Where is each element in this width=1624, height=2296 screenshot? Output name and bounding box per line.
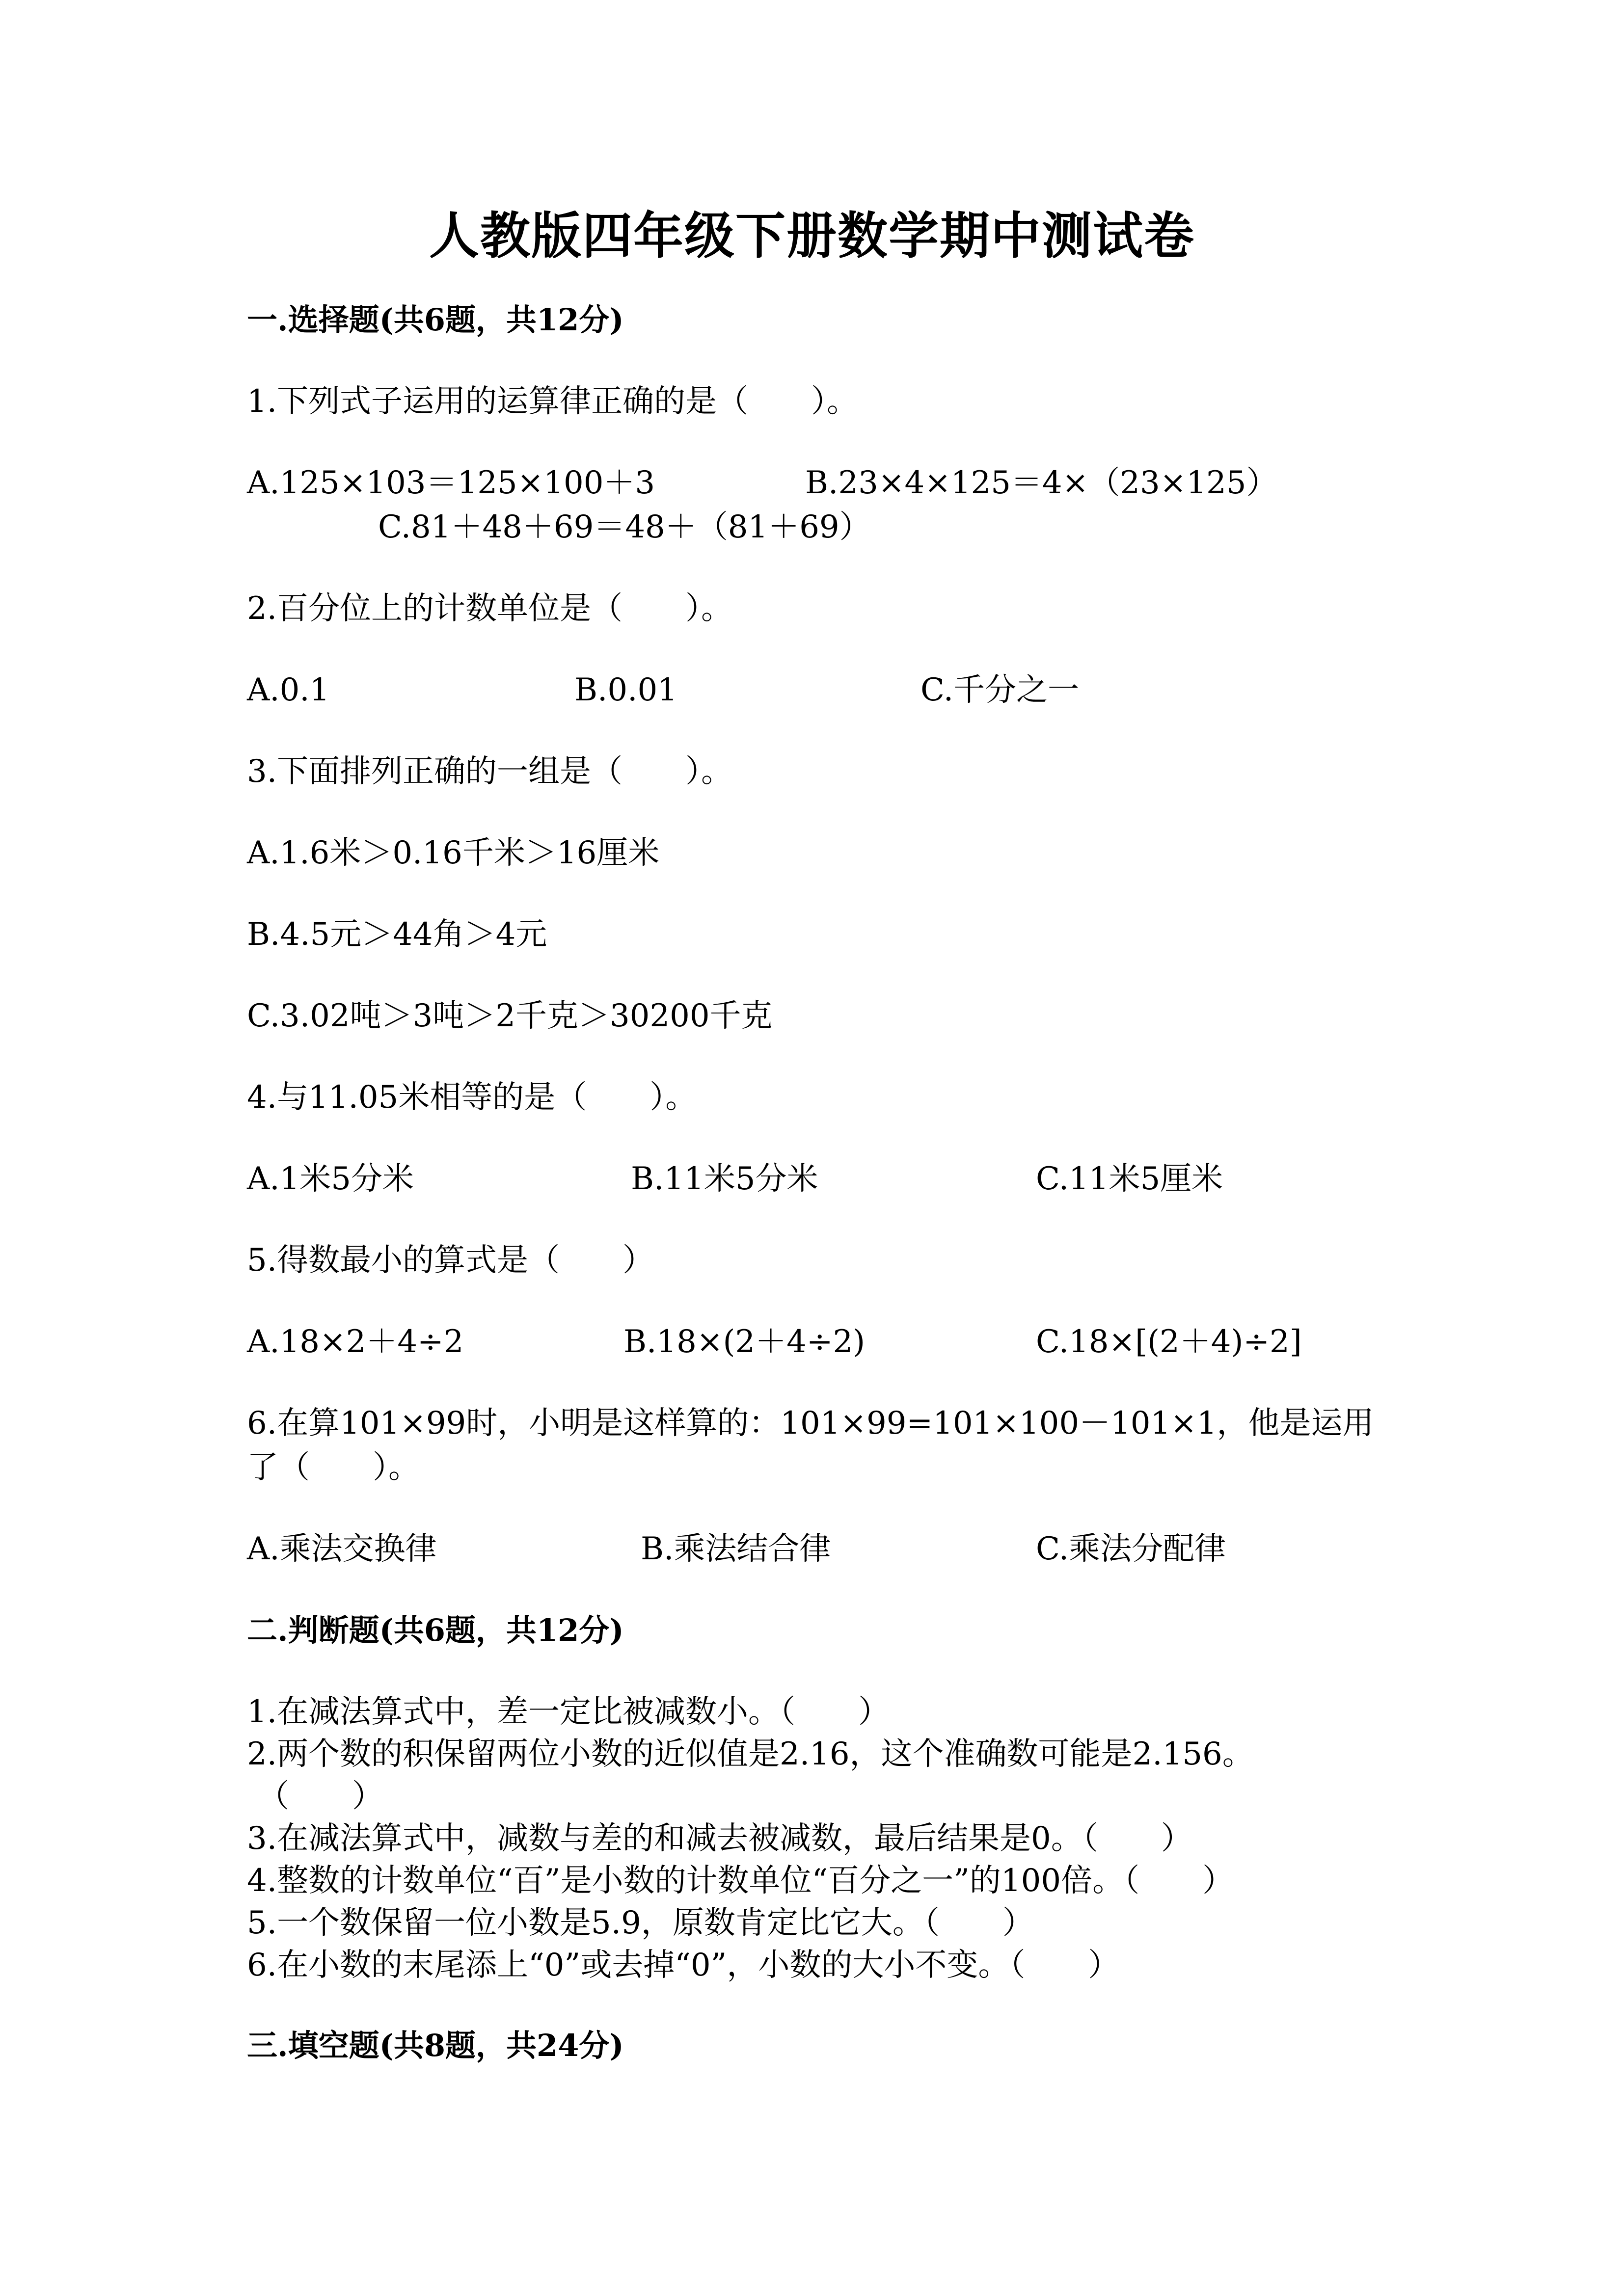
option-a: A.1.6米＞0.16千米＞16厘米 (247, 835, 660, 871)
option-b: B.乘法结合律 (641, 1531, 831, 1567)
judge-item: 3.在减法算式中，减数与差的和减去被减数，最后结果是0。（ ） (247, 1820, 1192, 1857)
section-heading-judge: 二.判断题(共6题，共12分) (247, 1612, 624, 1648)
option-c: C.18×[(2＋4)÷2] (1036, 1324, 1302, 1360)
option-a: A.乘法交换律 (247, 1531, 437, 1567)
option-b: B.18×(2＋4÷2) (623, 1324, 866, 1360)
judge-item: 4.整数的计数单位“百”是小数的计数单位“百分之一”的100倍。（ ） (247, 1863, 1234, 1899)
question-stem: 4.与11.05米相等的是（ ）。 (247, 1079, 697, 1116)
judge-item: 1.在减法算式中，差一定比被减数小。（ ） (247, 1694, 890, 1730)
option-c: C.81＋48＋69＝48＋（81＋69） (378, 509, 871, 545)
question-stem: 6.在算101×99时，小明是这样算的：101×99=101×100－101×1，他是运用 (247, 1405, 1374, 1442)
option-b: B.23×4×125＝4×（23×125） (805, 465, 1278, 501)
question-stem: 1.下列式子运用的运算律正确的是（ ）。 (247, 383, 859, 420)
section-heading-fill: 三.填空题(共8题，共24分) (247, 2028, 624, 2063)
judge-item: 2.两个数的积保留两位小数的近似值是2.16，这个准确数可能是2.156。 (247, 1736, 1254, 1772)
option-a: A.1米5分米 (247, 1161, 414, 1197)
option-c: C.11米5厘米 (1036, 1161, 1223, 1197)
option-b: B.11米5分米 (631, 1161, 818, 1197)
question-stem-continued: 了（ ）。 (247, 1449, 420, 1486)
option-a: A.18×2＋4÷2 (247, 1324, 464, 1360)
page-title: 人教版四年级下册数学期中测试卷 (429, 207, 1195, 266)
judge-item: 5.一个数保留一位小数是5.9，原数肯定比它大。（ ） (247, 1905, 1034, 1941)
option-c: C.乘法分配律 (1036, 1531, 1226, 1567)
option-b: B.4.5元＞44角＞4元 (247, 916, 547, 953)
option-c: C.3.02吨＞3吨＞2千克＞30200千克 (247, 998, 773, 1034)
question-stem: 2.百分位上的计数单位是（ ）。 (247, 590, 733, 627)
option-a: A.125×103＝125×100＋3 (247, 465, 655, 501)
question-stem: 3.下面排列正确的一组是（ ）。 (247, 753, 733, 790)
section-heading-choice: 一.选择题(共6题，共12分) (247, 302, 624, 338)
question-stem: 5.得数最小的算式是（ ） (247, 1242, 654, 1279)
option-a: A.0.1 (247, 672, 330, 708)
option-c: C.千分之一 (920, 672, 1080, 708)
judge-item-continued: （ ） (258, 1778, 383, 1815)
option-b: B.0.01 (574, 672, 677, 708)
judge-item: 6.在小数的末尾添上“0”或去掉“0”，小数的大小不变。（ ） (247, 1947, 1120, 1983)
